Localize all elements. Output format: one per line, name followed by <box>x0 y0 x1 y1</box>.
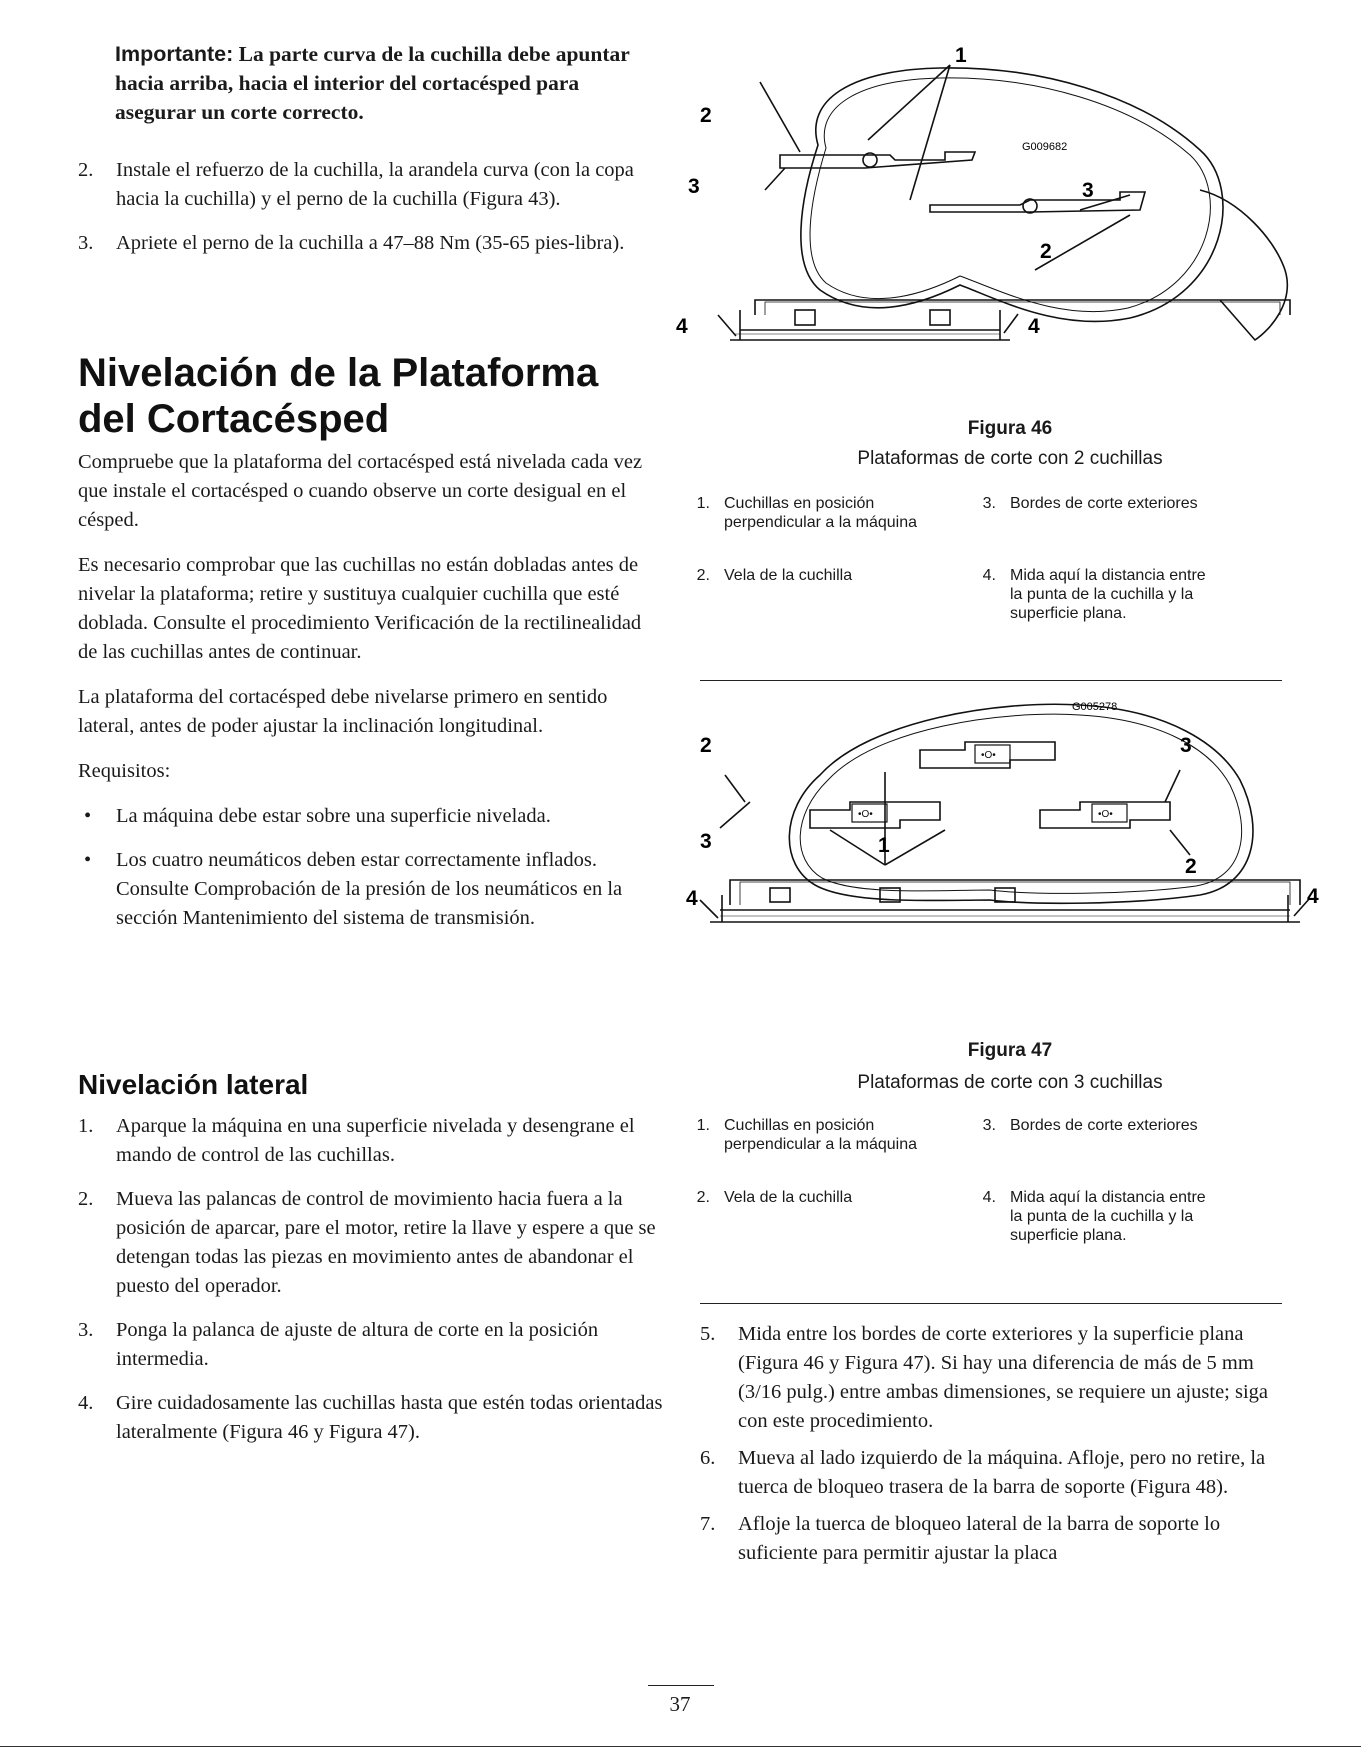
figure47-drawing <box>686 690 1320 1050</box>
list-item <box>78 846 660 933</box>
step-number: 5. <box>700 1323 716 1345</box>
fig46-callout-4: 4 <box>676 315 688 338</box>
legend-text: Mida aquí la distancia entre la punta de la cuchilla y la superficie plana. <box>1010 567 1206 622</box>
paragraph: Compruebe que la plataforma del cortacésped está nivelada cada vez que instale el cortacésped o cuando observe un corte desigual en el césped. <box>78 451 643 531</box>
legend-number: 2. <box>696 567 710 584</box>
important-text: La parte curva de la cuchilla debe apuntar hacia arriba, hacia el interior del cortacésped para asegurar un corte correcto. <box>115 42 630 124</box>
step-text: Mueva al lado izquierdo de la máquina. Afloje, pero no retire, la tuerca de bloqueo trasera de la barra de soporte (Figura 48). <box>738 1447 1266 1498</box>
fig47-callout-3: 3 <box>1180 734 1192 757</box>
svg-text:•O•: •O• <box>858 809 873 820</box>
step-text: Gire cuidadosamente las cuchillas hasta que estén todas orientadas lateralmente (Figura 46 y Figura 47). <box>116 1392 663 1443</box>
list-item <box>78 1112 668 1170</box>
svg-text:•O•: •O• <box>981 750 996 761</box>
fig46-legend <box>690 494 1330 664</box>
fig46-callout-2: 2 <box>700 104 712 127</box>
section-title-line2: del Cortacésped <box>78 397 390 441</box>
steps-top-list <box>78 156 658 273</box>
bullet-text: La máquina debe estar sobre una superficie nivelada. <box>116 805 551 827</box>
legend-text: Vela de la cuchilla <box>724 1189 853 1206</box>
legend-number: 1. <box>696 495 710 512</box>
important-note <box>115 40 655 127</box>
subsection-steps <box>78 1112 668 1462</box>
step-number: 2. <box>78 159 94 181</box>
step-text: Instale el refuerzo de la cuchilla, la arandela curva (con la copa hacia la cuchilla) y el perno de la cuchilla (Figura 43). <box>116 159 634 210</box>
list-item <box>78 1185 668 1301</box>
fig47-callout-4: 4 <box>686 887 698 910</box>
bullet: • <box>84 805 92 827</box>
step-number: 3. <box>78 232 94 254</box>
fig47-legend <box>690 1116 1330 1286</box>
fig47-code: G005278 <box>1072 701 1118 713</box>
fig46-callout-2b: 2 <box>1040 240 1052 263</box>
legend-number: 3. <box>982 1117 996 1134</box>
step-number: 6. <box>700 1447 716 1469</box>
step-number: 4. <box>78 1392 94 1414</box>
bullet-text: Los cuatro neumáticos deben estar correctamente inflados. Consulte Comprobación de la presión de los neumáticos en la sección Mantenimiento del sistema de transmisión. <box>116 849 623 929</box>
list-item <box>78 1316 668 1374</box>
list-item <box>78 802 660 831</box>
requirements-list <box>78 802 660 933</box>
list-item <box>700 1444 1282 1502</box>
list-item <box>700 1320 1282 1436</box>
spindle-right <box>1023 199 1037 213</box>
legend-text: Cuchillas en posición perpendicular a la máquina <box>724 495 918 531</box>
fig47-callout-3b: 3 <box>700 830 712 853</box>
step-text: Mueva las palancas de control de movimiento hacia fuera a la posición de aparcar, pare el motor, retire la llave y espere a que se detengan todas las piezas en movimiento antes de abandonar el puesto del operador. <box>116 1188 656 1297</box>
fig47-callout-2b: 2 <box>1185 855 1197 878</box>
section-title-line1: Nivelación de la Plataforma <box>78 351 599 395</box>
discharge-chute <box>1200 190 1287 340</box>
fig47-title: Figura 47 <box>967 1040 1053 1061</box>
legend-text: Bordes de corte exteriores <box>1010 1117 1198 1134</box>
fig46-callout-4b: 4 <box>1028 315 1040 338</box>
section-body <box>78 448 660 948</box>
blade-left <box>810 802 940 828</box>
legend-text: Cuchillas en posición perpendicular a la máquina <box>724 1117 918 1153</box>
fig46-title: Figura 46 <box>967 418 1053 439</box>
step-number: 1. <box>78 1115 94 1137</box>
fig47-subtitle: Plataformas de corte con 3 cuchillas <box>857 1072 1163 1093</box>
step-text: Apriete el perno de la cuchilla a 47–88 Nm (35-65 pies-libra). <box>116 232 625 254</box>
legend-text: Mida aquí la distancia entre la punta de la cuchilla y la superficie plana. <box>1010 1189 1206 1244</box>
step-number: 3. <box>78 1319 94 1341</box>
figure46-drawing <box>676 40 1320 440</box>
step-number: 7. <box>700 1513 716 1535</box>
divider <box>700 680 1282 681</box>
section-title <box>78 350 678 442</box>
legend-number: 3. <box>982 495 996 512</box>
step-text: Ponga la palanca de ajuste de altura de corte en la posición intermedia. <box>116 1319 599 1370</box>
fig47-callout-4b: 4 <box>1307 885 1319 908</box>
divider <box>700 1303 1282 1304</box>
legend-number: 2. <box>696 1189 710 1206</box>
blade-right <box>930 192 1145 212</box>
deck-inner-outline <box>810 78 1210 312</box>
step-number: 2. <box>78 1188 94 1210</box>
important-label: Importante: <box>115 42 234 66</box>
legend-number: 1. <box>696 1117 710 1134</box>
legend-number: 4. <box>982 567 996 584</box>
fig46-code: G009682 <box>1022 141 1068 153</box>
bullet: • <box>84 849 92 871</box>
step-text: Aparque la máquina en una superficie nivelada y desengrane el mando de control de las cuchillas. <box>116 1115 635 1166</box>
step-text: Mida entre los bordes de corte exteriores y la superficie plana (Figura 46 y Figura 47). Si hay una diferencia de más de 5 mm (3/16 pulg.) entre ambas dimensiones, se requiere un ajuste; siga con este procedimiento. <box>738 1323 1269 1432</box>
fig47-callout-1: 1 <box>878 834 890 857</box>
paragraph: La plataforma del cortacésped debe nivelarse primero en sentido lateral, antes de poder ajustar la inclinación longitudinal. <box>78 686 608 737</box>
paragraph: Requisitos: <box>78 760 171 782</box>
step-text: Afloje la tuerca de bloqueo lateral de la barra de soporte lo suficiente para permitir ajustar la placa <box>738 1513 1221 1564</box>
page-number-rule <box>648 1685 714 1686</box>
deck-outline <box>801 68 1223 322</box>
page-number: 37 <box>669 1692 691 1716</box>
fig46-subtitle: Plataformas de corte con 2 cuchillas <box>857 448 1163 469</box>
list-item <box>78 229 658 258</box>
list-item <box>78 1389 668 1447</box>
list-item <box>700 1510 1282 1568</box>
legend-text: Bordes de corte exteriores <box>1010 495 1198 512</box>
svg-text:•O•: •O• <box>1098 809 1113 820</box>
fig46-callout-1: 1 <box>955 44 967 67</box>
list-item <box>78 156 658 214</box>
legend-number: 4. <box>982 1189 996 1206</box>
legend-text: Vela de la cuchilla <box>724 567 853 584</box>
paragraph: Es necesario comprobar que las cuchillas no están dobladas antes de nivelar la plataforma; retire y sustituya cualquier cuchilla que esté doblada. Consulte el procedimiento Verificación de la rectilinealidad de las cuchillas antes de continuar. <box>78 554 642 663</box>
steps-right-list <box>700 1320 1282 1576</box>
subsection-title: Nivelación lateral <box>78 1069 309 1100</box>
fig46-callout-3: 3 <box>688 175 700 198</box>
fig46-callout-3b: 3 <box>1082 179 1094 202</box>
bottom-rule <box>0 1746 1361 1747</box>
fig47-callout-2: 2 <box>700 734 712 757</box>
